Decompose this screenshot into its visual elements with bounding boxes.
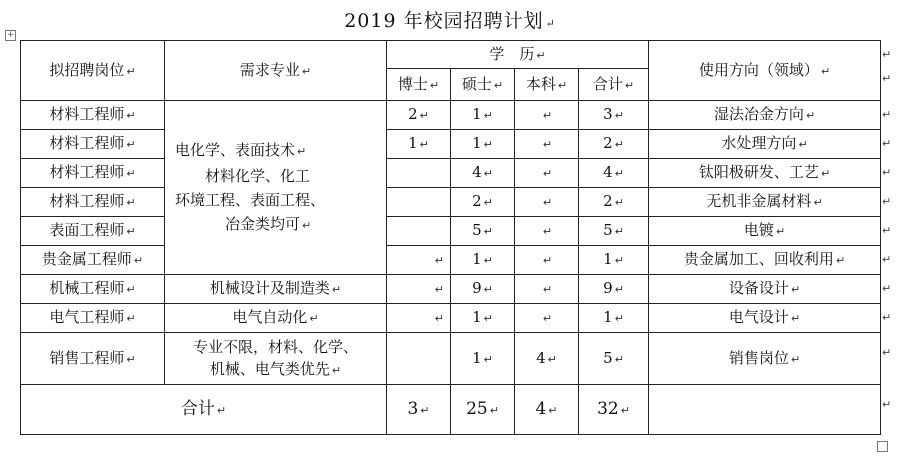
header-direction: 使用方向（领域） ↵ <box>649 41 881 101</box>
table-row <box>21 246 881 275</box>
row-end-mark: ↵ <box>882 108 892 121</box>
total-phd: 3 ↵ <box>387 385 451 435</box>
row-end-mark: ↵ <box>882 282 892 295</box>
cell-total: 4 ↵ <box>579 159 649 188</box>
header-position: 拟招聘岗位 ↵ <box>21 41 165 101</box>
cell-position: 表面工程师 ↵ <box>21 217 165 246</box>
cell-master: 4 ↵ <box>451 159 515 188</box>
header-row <box>21 41 881 69</box>
row-end-mark: ↵ <box>882 253 892 266</box>
cell-total: 9 ↵ <box>579 275 649 304</box>
recruitment-plan-table <box>20 40 881 435</box>
cell-position: 销售工程师 ↵ <box>21 333 165 385</box>
cell-bachelor: ↵ <box>515 304 579 333</box>
total-bachelor: 4 ↵ <box>515 385 579 435</box>
cell-direction: 设备设计 ↵ <box>649 275 881 304</box>
cell-direction: 湿法冶金方向 ↵ <box>649 101 881 130</box>
total-total: 32 ↵ <box>579 385 649 435</box>
cell-total: 2 ↵ <box>579 130 649 159</box>
table-row <box>21 130 881 159</box>
row-end-mark: ↵ <box>882 311 892 324</box>
cell-master: 1 ↵ <box>451 101 515 130</box>
cell-phd <box>387 159 451 188</box>
cell-bachelor: ↵ <box>515 130 579 159</box>
cell-direction: 电镀 ↵ <box>649 217 881 246</box>
cell-master: 1 ↵ <box>451 333 515 385</box>
cell-direction: 钛阳极研发、工艺 ↵ <box>649 159 881 188</box>
major-line: 冶金类均可 ↵ <box>225 214 312 233</box>
cell-bachelor: 4 ↵ <box>515 333 579 385</box>
row-end-mark: ↵ <box>882 166 892 179</box>
cell-bachelor: ↵ <box>515 246 579 275</box>
cell-position: 材料工程师 ↵ <box>21 159 165 188</box>
header-education: 学 历 ↵ <box>387 41 649 69</box>
table-resize-handle-icon[interactable] <box>877 441 888 452</box>
cell-bachelor: ↵ <box>515 275 579 304</box>
major-line: 机械、电气类优先 ↵ <box>209 359 342 378</box>
cell-phd: ↵ <box>387 275 451 304</box>
cell-direction: 贵金属加工、回收利用 ↵ <box>649 246 881 275</box>
table-row <box>21 101 881 130</box>
cell-major: 电气自动化 ↵ <box>165 304 387 333</box>
cell-major: 机械设计及制造类 ↵ <box>165 275 387 304</box>
cell-phd: ↵ <box>387 246 451 275</box>
table-row <box>21 275 881 304</box>
cell-bachelor: ↵ <box>515 217 579 246</box>
paragraph-mark: ↵ <box>545 17 556 30</box>
row-end-mark: ↵ <box>882 137 892 150</box>
cell-direction: 电气设计 ↵ <box>649 304 881 333</box>
cell-direction: 水处理方向 ↵ <box>649 130 881 159</box>
document-title <box>0 6 900 33</box>
cell-position: 电气工程师 ↵ <box>21 304 165 333</box>
cell-total: 5 ↵ <box>579 217 649 246</box>
cell-master: 1 ↵ <box>451 130 515 159</box>
cell-bachelor: ↵ <box>515 159 579 188</box>
header-bachelor: 本科 ↵ <box>515 69 579 101</box>
cell-total: 2 ↵ <box>579 188 649 217</box>
table-row <box>21 333 881 385</box>
cell-position: 机械工程师 ↵ <box>21 275 165 304</box>
cell-master: 1 ↵ <box>451 304 515 333</box>
row-end-mark: ↵ <box>882 48 892 61</box>
cell-master: 5 ↵ <box>451 217 515 246</box>
cell-phd <box>387 217 451 246</box>
cell-master: 9 ↵ <box>451 275 515 304</box>
cell-direction: 无机非金属材料 ↵ <box>649 188 881 217</box>
total-row <box>21 385 881 435</box>
major-line: 环境工程、表面工程、 <box>175 190 326 209</box>
cell-total: 1 ↵ <box>579 246 649 275</box>
cell-bachelor: ↵ <box>515 101 579 130</box>
row-end-mark: ↵ <box>882 346 892 359</box>
cell-position: 材料工程师 ↵ <box>21 101 165 130</box>
cell-master: 1 ↵ <box>451 246 515 275</box>
cell-position: 材料工程师 ↵ <box>21 188 165 217</box>
cell-position: 贵金属工程师 ↵ <box>21 246 165 275</box>
cell-master: 2 ↵ <box>451 188 515 217</box>
total-master: 25 ↵ <box>451 385 515 435</box>
cell-phd: ↵ <box>387 304 451 333</box>
header-major: 需求专业 ↵ <box>165 41 387 101</box>
table-row <box>21 217 881 246</box>
header-subtotal: 合计 ↵ <box>579 69 649 101</box>
cell-total: 5 ↵ <box>579 333 649 385</box>
row-end-mark: ↵ <box>882 72 892 85</box>
major-line: 材料化学、化工 <box>205 166 311 185</box>
cell-major-group <box>165 101 387 275</box>
cell-total: 3 ↵ <box>579 101 649 130</box>
table-row <box>21 304 881 333</box>
header-phd: 博士 ↵ <box>387 69 451 101</box>
cell-phd: 2 ↵ <box>387 101 451 130</box>
cell-phd: 1 ↵ <box>387 130 451 159</box>
cell-phd <box>387 188 451 217</box>
cell-position: 材料工程师 ↵ <box>21 130 165 159</box>
cell-direction: 销售岗位 ↵ <box>649 333 881 385</box>
row-end-mark: ↵ <box>882 224 892 237</box>
table-row <box>21 159 881 188</box>
title-text: 2019 年校园招聘计划 <box>344 10 544 32</box>
cell-phd <box>387 333 451 385</box>
table-row <box>21 188 881 217</box>
cell-bachelor: ↵ <box>515 188 579 217</box>
row-end-mark: ↵ <box>882 195 892 208</box>
header-master: 硕士 ↵ <box>451 69 515 101</box>
cell-total: 1 ↵ <box>579 304 649 333</box>
major-line: 专业不限，材料、化学、 <box>192 337 358 356</box>
cell-major <box>165 333 387 385</box>
total-direction <box>649 385 881 435</box>
table-move-handle-icon[interactable]: + <box>6 30 15 40</box>
row-end-mark: ↵ <box>882 398 892 411</box>
major-line: 电化学、表面技术 ↵ <box>175 140 307 159</box>
total-label: 合计 ↵ <box>21 385 387 435</box>
